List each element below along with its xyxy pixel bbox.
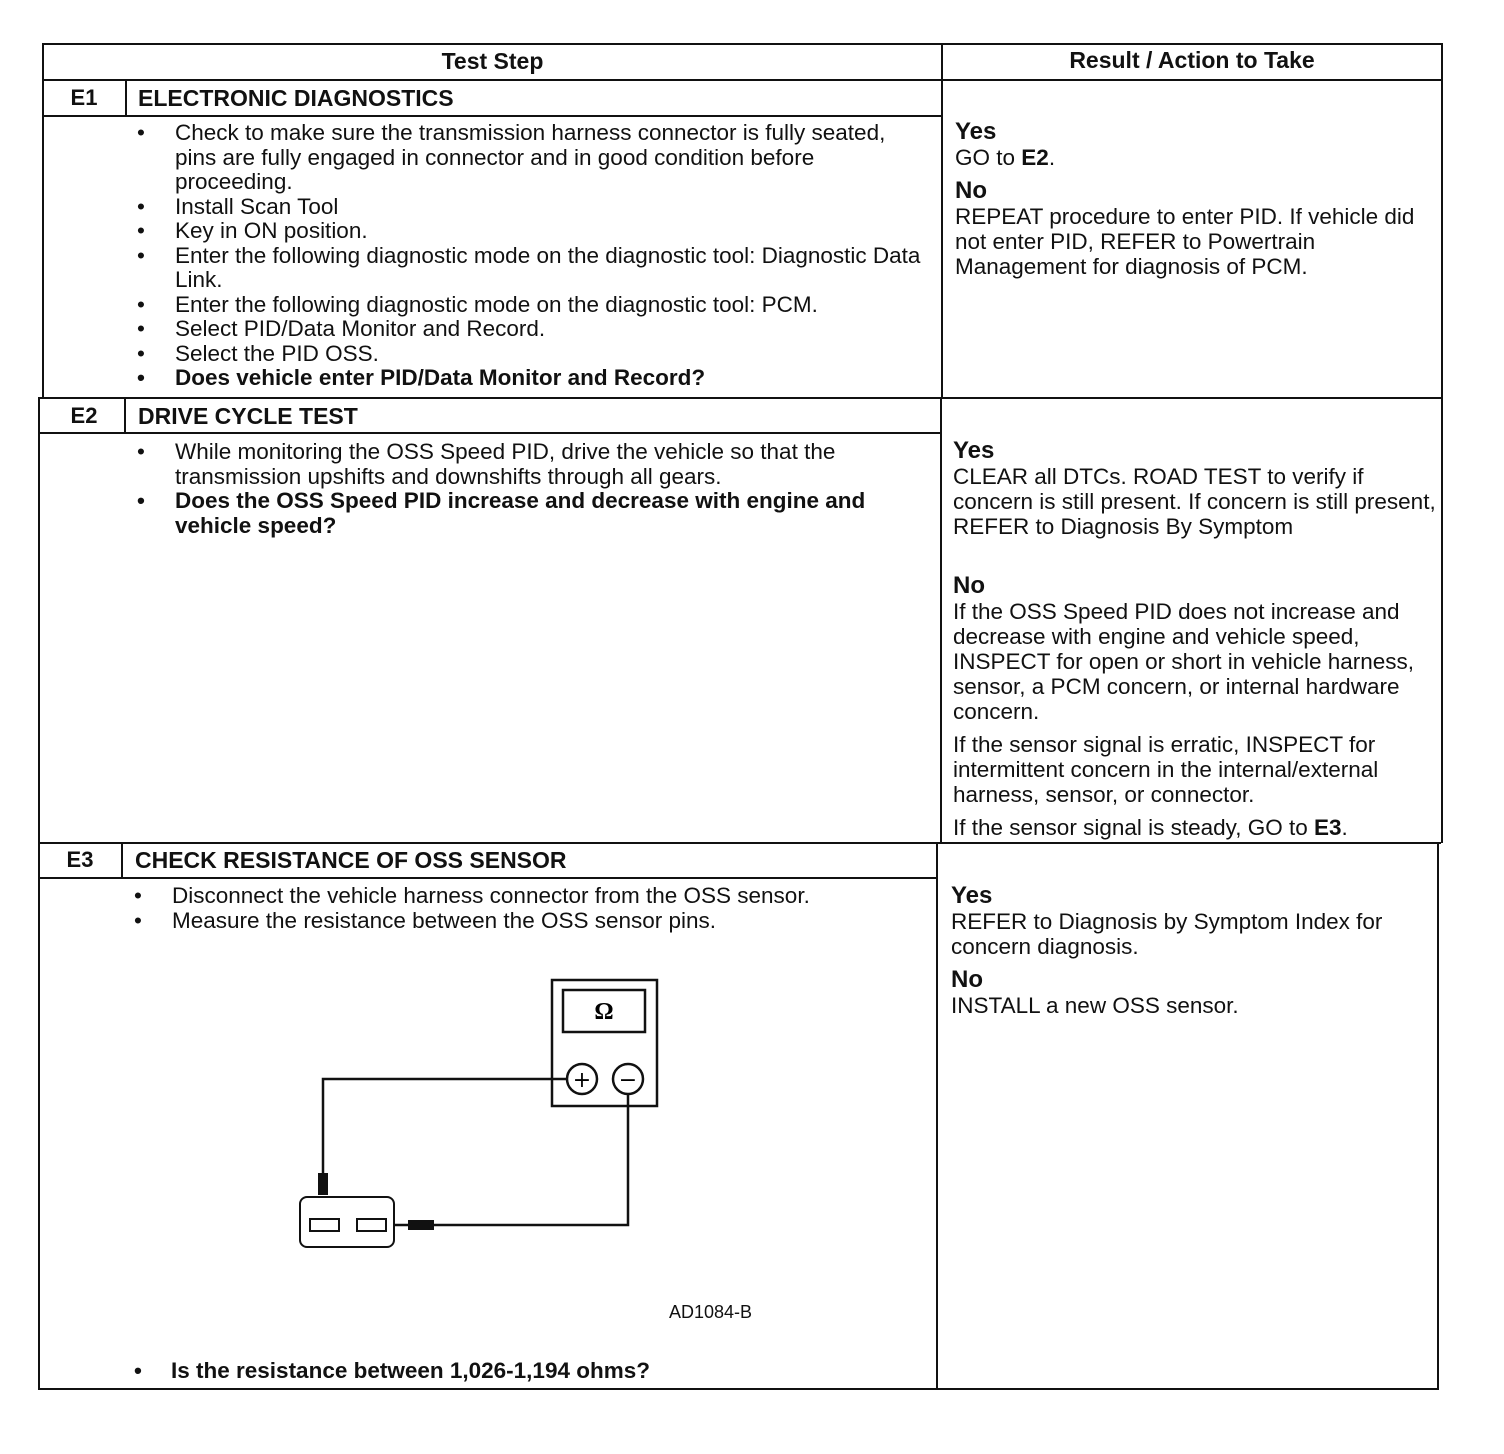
instruction-item: • Enter the following diagnostic mode on the diagnostic tool: PCM. xyxy=(135,293,925,318)
step-title: ELECTRONIC DIAGNOSTICS xyxy=(138,85,454,111)
figure-code: AD1084-B xyxy=(669,1302,753,1322)
step-link: E2 xyxy=(1021,145,1049,170)
instruction-item: • Disconnect the vehicle harness connector from the OSS sensor. xyxy=(132,884,927,909)
step-divider xyxy=(38,397,1443,399)
yes-label: Yes xyxy=(951,882,993,909)
table-left-border xyxy=(38,398,40,844)
result-e1 xyxy=(955,119,1439,287)
step-instructions xyxy=(135,121,925,391)
table-bottom-border xyxy=(38,1388,1439,1390)
yes-label: Yes xyxy=(953,437,995,464)
step-title-divider xyxy=(38,432,942,434)
table-left-border xyxy=(38,843,40,1390)
no-action: If the sensor signal is erratic, INSPECT for intermittent concern in the internal/external harness, sensor, or connector. xyxy=(953,732,1379,807)
column-divider xyxy=(940,398,942,844)
step-id-divider xyxy=(125,79,127,117)
instruction-item: • Key in ON position. xyxy=(135,219,925,244)
step-title-divider xyxy=(42,115,942,117)
step-instructions xyxy=(135,440,925,538)
column-divider xyxy=(936,843,938,1390)
no-action: REPEAT procedure to enter PID. If vehicle did not enter PID, REFER to Powertrain Management for diagnosis of PCM. xyxy=(955,204,1415,279)
instruction-question: • Does the OSS Speed PID increase and decrease with engine and vehicle speed? xyxy=(135,489,925,538)
yes-action: GO to E2. xyxy=(955,145,1056,170)
header-divider xyxy=(42,79,1443,81)
no-action: If the sensor signal is steady, GO to E3. xyxy=(953,815,1348,840)
instruction-item: • Check to make sure the transmission harness connector is fully seated, pins are fully engaged in connector and in good condition before proceeding. xyxy=(135,121,925,195)
header-test-step: Test Step xyxy=(441,48,544,74)
instruction-question: • Is the resistance between 1,026-1,194 ohms? xyxy=(171,1358,650,1384)
step-id-divider xyxy=(124,398,126,434)
no-action: If the OSS Speed PID does not increase and decrease with engine and vehicle speed, INSPECT for open or short in vehicle harness, sensor, a PCM concern, or internal hardware concern. xyxy=(953,599,1415,724)
ohmmeter-diagram xyxy=(290,970,670,1260)
column-divider xyxy=(941,43,943,399)
no-label: No xyxy=(955,177,987,204)
table-right-border xyxy=(1441,43,1443,843)
yes-label: Yes xyxy=(955,118,997,145)
step-title-divider xyxy=(38,877,938,879)
step-id: E2 xyxy=(70,403,98,428)
instruction-item: • Select PID/Data Monitor and Record. xyxy=(135,317,925,342)
sensor-pin xyxy=(310,1219,339,1231)
instruction-item: • Measure the resistance between the OSS sensor pins. xyxy=(132,909,927,934)
instruction-item: • Install Scan Tool xyxy=(135,195,925,220)
step-title: DRIVE CYCLE TEST xyxy=(138,403,358,429)
step-instructions xyxy=(132,884,927,933)
step-id-divider xyxy=(121,843,123,879)
plus-sign: + xyxy=(572,1068,592,1093)
negative-probe xyxy=(408,1220,434,1230)
step-id: E1 xyxy=(70,85,98,110)
no-label: No xyxy=(951,966,983,993)
positive-probe xyxy=(318,1173,328,1195)
negative-lead xyxy=(432,1094,628,1225)
table-right-border xyxy=(1437,843,1439,1390)
instruction-item: • Select the PID OSS. xyxy=(135,342,925,367)
no-label: No xyxy=(953,572,985,599)
positive-lead xyxy=(323,1079,567,1175)
result-e2 xyxy=(953,438,1439,848)
instruction-item: • While monitoring the OSS Speed PID, drive the vehicle so that the transmission upshifts and downshifts through all gears. xyxy=(135,440,925,489)
sensor-pin xyxy=(357,1219,386,1231)
step-title: CHECK RESISTANCE OF OSS SENSOR xyxy=(135,847,567,873)
yes-action: REFER to Diagnosis by Symptom Index for concern diagnosis. xyxy=(951,909,1383,959)
yes-action: CLEAR all DTCs. ROAD TEST to verify if concern is still present. If concern is still present, REFER to Diagnosis By Symptom xyxy=(953,464,1436,539)
instruction-item: • Enter the following diagnostic mode on the diagnostic tool: Diagnostic Data Link. xyxy=(135,244,925,293)
no-action: INSTALL a new OSS sensor. xyxy=(951,993,1239,1018)
step-link: E3 xyxy=(1314,815,1342,840)
minus-sign: − xyxy=(618,1068,638,1093)
header-result-action: Result / Action to Take xyxy=(1069,47,1315,73)
step-id: E3 xyxy=(66,847,94,872)
ohm-symbol: Ω xyxy=(594,999,614,1025)
result-e3 xyxy=(951,883,1435,1026)
table-top-border xyxy=(42,43,1443,45)
instruction-question: • Does vehicle enter PID/Data Monitor and Record? xyxy=(135,366,925,391)
